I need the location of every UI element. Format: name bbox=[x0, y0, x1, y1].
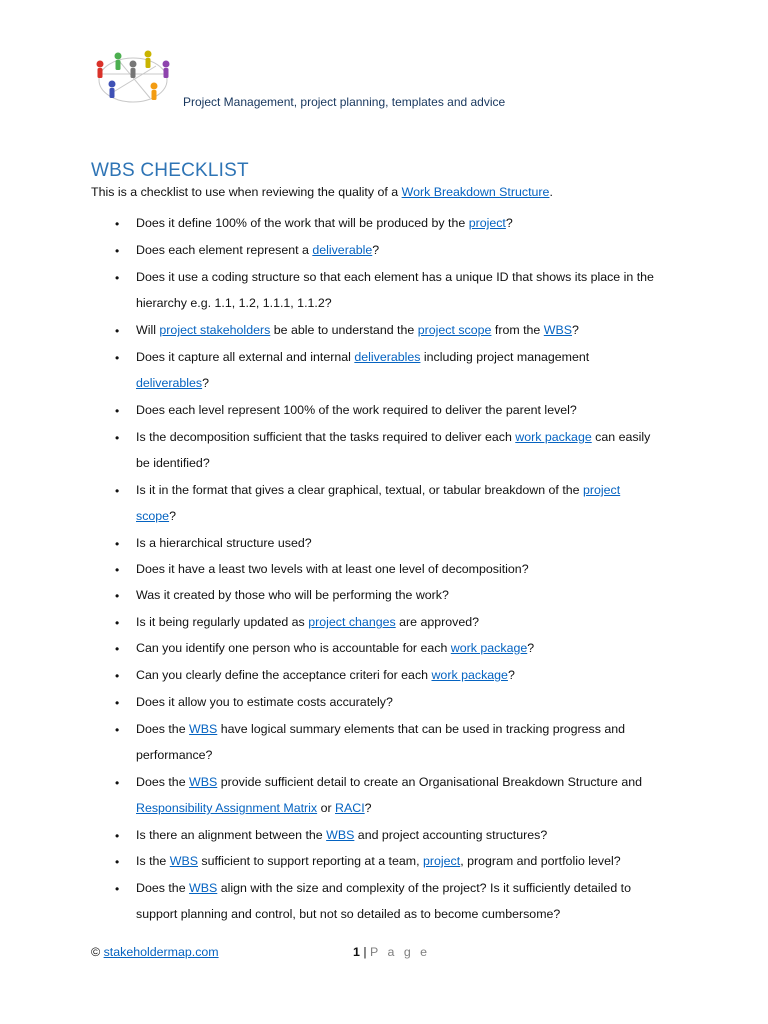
checklist-text: and project accounting structures? bbox=[354, 828, 548, 842]
bullet-icon: • bbox=[115, 563, 120, 577]
checklist-line bbox=[136, 402, 577, 418]
bullet-icon: • bbox=[115, 217, 120, 231]
footer-site-link[interactable]: stakeholdermap.com bbox=[103, 945, 219, 959]
checklist-text: support planning and control, but not so detailed as to become cumbersome? bbox=[136, 907, 561, 921]
checklist-link[interactable]: project bbox=[422, 854, 461, 868]
bullet-icon: • bbox=[115, 855, 120, 869]
checklist-link[interactable]: project bbox=[468, 216, 506, 230]
bullet-icon: • bbox=[115, 271, 120, 285]
checklist-link[interactable]: work package bbox=[431, 668, 508, 682]
bullet-icon: • bbox=[115, 431, 120, 445]
checklist-line bbox=[136, 349, 589, 365]
page-number bbox=[353, 945, 430, 959]
checklist-line bbox=[136, 800, 372, 816]
checklist-text: Does the bbox=[136, 775, 190, 789]
checklist-link[interactable]: project stakeholders bbox=[159, 323, 271, 337]
checklist-link[interactable]: project bbox=[583, 483, 621, 497]
checklist-line bbox=[136, 694, 393, 710]
checklist-line bbox=[136, 535, 312, 551]
checklist-text: Is the bbox=[136, 854, 170, 868]
bullet-icon: • bbox=[115, 776, 120, 790]
checklist-text: ? bbox=[372, 243, 380, 257]
checklist-link[interactable]: work package bbox=[450, 641, 528, 655]
checklist-line bbox=[136, 640, 534, 656]
checklist-line bbox=[136, 429, 650, 445]
checklist-line bbox=[136, 880, 631, 896]
checklist-line bbox=[136, 242, 379, 258]
checklist-link[interactable]: work package bbox=[515, 430, 592, 444]
checklist-text: Does the bbox=[136, 722, 190, 736]
checklist-link[interactable]: WBS bbox=[543, 323, 573, 337]
checklist-text: ? bbox=[507, 668, 515, 682]
checklist-text: have logical summary elements that can be used in tracking progress and bbox=[217, 722, 626, 736]
checklist-text: Does the bbox=[136, 881, 190, 895]
checklist-text: Is it in the format that gives a clear graphical, textual, or tabular breakdown of the bbox=[136, 483, 583, 497]
checklist-link[interactable]: WBS bbox=[189, 881, 218, 895]
checklist-text: from the bbox=[491, 323, 544, 337]
bullet-icon: • bbox=[115, 616, 120, 630]
checklist-link[interactable]: scope bbox=[136, 509, 170, 523]
checklist-line bbox=[136, 747, 212, 763]
checklist-text: Is it being regularly updated as bbox=[136, 615, 309, 629]
bullet-icon: • bbox=[115, 324, 120, 338]
checklist-text: sufficient to support reporting at a team, bbox=[197, 854, 423, 868]
checklist-text: Was it created by those who will be performing the work? bbox=[136, 588, 449, 602]
checklist-text: are approved? bbox=[395, 615, 480, 629]
checklist-text: Is the decomposition sufficient that the tasks required to deliver each bbox=[136, 430, 516, 444]
checklist-text: provide sufficient detail to create an Organisational Breakdown Structure and bbox=[217, 775, 643, 789]
footer-copyright bbox=[91, 945, 219, 959]
checklist-line bbox=[136, 614, 479, 630]
intro-end: . bbox=[549, 185, 553, 199]
checklist-text: align with the size and complexity of the project? Is it sufficiently detailed to bbox=[217, 881, 631, 895]
checklist-text: hierarchy e.g. 1.1, 1.2, 1.1.1, 1.1.2? bbox=[136, 296, 332, 310]
checklist-line bbox=[136, 853, 621, 869]
checklist-line bbox=[136, 508, 176, 524]
checklist-link[interactable]: deliverables bbox=[136, 376, 203, 390]
checklist-link[interactable]: WBS bbox=[169, 854, 198, 868]
page-title: WBS CHECKLIST bbox=[91, 160, 249, 181]
checklist-link[interactable]: deliverable bbox=[312, 243, 373, 257]
checklist-text: ? bbox=[572, 323, 579, 337]
checklist-text: can easily bbox=[591, 430, 651, 444]
header-tagline: Project Management, project planning, templates and advice bbox=[183, 95, 506, 109]
checklist-line bbox=[136, 906, 560, 922]
bullet-icon: • bbox=[115, 669, 120, 683]
checklist-line bbox=[136, 774, 642, 790]
checklist-text: Can you identify one person who is accountable for each bbox=[136, 641, 451, 655]
bullet-icon: • bbox=[115, 404, 120, 418]
checklist-line bbox=[136, 295, 332, 311]
checklist-line bbox=[136, 561, 529, 577]
checklist-text: Is there an alignment between the bbox=[136, 828, 327, 842]
bullet-icon: • bbox=[115, 244, 120, 258]
checklist-text: or bbox=[317, 801, 336, 815]
bullet-icon: • bbox=[115, 642, 120, 656]
checklist-text: ? bbox=[202, 376, 210, 390]
bullet-icon: • bbox=[115, 882, 120, 896]
bullet-icon: • bbox=[115, 723, 120, 737]
checklist-text: Does each element represent a bbox=[136, 243, 313, 257]
checklist-text: Does it use a coding structure so that each element has a unique ID that shows its place in the bbox=[136, 270, 654, 284]
bullet-icon: • bbox=[115, 696, 120, 710]
page-label: P a g e bbox=[370, 945, 431, 959]
bullet-icon: • bbox=[115, 589, 120, 603]
checklist-link[interactable]: deliverables bbox=[354, 350, 421, 364]
checklist-line bbox=[136, 667, 515, 683]
checklist-text: ? bbox=[364, 801, 372, 815]
checklist-link[interactable]: WBS bbox=[189, 722, 218, 736]
checklist-line bbox=[136, 827, 547, 843]
checklist-text: Can you clearly define the acceptance criteri for each bbox=[136, 668, 432, 682]
checklist-text: be identified? bbox=[136, 456, 210, 470]
checklist-text: be able to understand the bbox=[270, 323, 418, 337]
checklist-line bbox=[136, 269, 654, 285]
checklist-line bbox=[136, 482, 620, 498]
checklist-text: Does each level represent 100% of the work required to deliver the parent level? bbox=[136, 403, 577, 417]
checklist-text: ? bbox=[527, 641, 535, 655]
bullet-icon: • bbox=[115, 829, 120, 843]
bullet-icon: • bbox=[115, 484, 120, 498]
checklist-text: Does it define 100% of the work that will be produced by the bbox=[136, 216, 469, 230]
checklist-text: performance? bbox=[136, 748, 213, 762]
checklist-text: including project management bbox=[420, 350, 590, 364]
intro-text: This is a checklist to use when reviewing the quality of a bbox=[91, 185, 402, 199]
checklist-link[interactable]: RACI bbox=[335, 801, 365, 815]
checklist-text: Is a hierarchical structure used? bbox=[136, 536, 312, 550]
checklist-link[interactable]: project scope bbox=[417, 323, 492, 337]
checklist-text: ? bbox=[505, 216, 513, 230]
checklist-text: Does it allow you to estimate costs accurately? bbox=[136, 695, 393, 709]
bullet-icon: • bbox=[115, 351, 120, 365]
checklist-line bbox=[136, 721, 625, 737]
wbs-link[interactable]: Work Breakdown Structure bbox=[401, 185, 550, 199]
checklist-line bbox=[136, 322, 579, 338]
checklist-line bbox=[136, 215, 513, 231]
bullet-icon: • bbox=[115, 537, 120, 551]
checklist-text: ? bbox=[169, 509, 176, 523]
checklist-line bbox=[136, 587, 449, 603]
checklist-text: Does it have a least two levels with at least one level of decomposition? bbox=[136, 562, 529, 576]
checklist-line bbox=[136, 375, 209, 391]
page-separator: | bbox=[363, 945, 367, 959]
checklist-link[interactable]: Responsibility Assignment Matrix bbox=[136, 801, 318, 815]
checklist-link[interactable]: WBS bbox=[326, 828, 355, 842]
copyright-symbol: © bbox=[91, 945, 101, 959]
page-number-value: 1 bbox=[353, 945, 360, 959]
checklist-text: Will bbox=[136, 323, 160, 337]
checklist-link[interactable]: WBS bbox=[189, 775, 218, 789]
checklist-line bbox=[136, 455, 210, 471]
checklist-link[interactable]: project changes bbox=[308, 615, 396, 629]
checklist-text: , program and portfolio level? bbox=[460, 854, 621, 868]
checklist-text: Does it capture all external and internal bbox=[136, 350, 355, 364]
